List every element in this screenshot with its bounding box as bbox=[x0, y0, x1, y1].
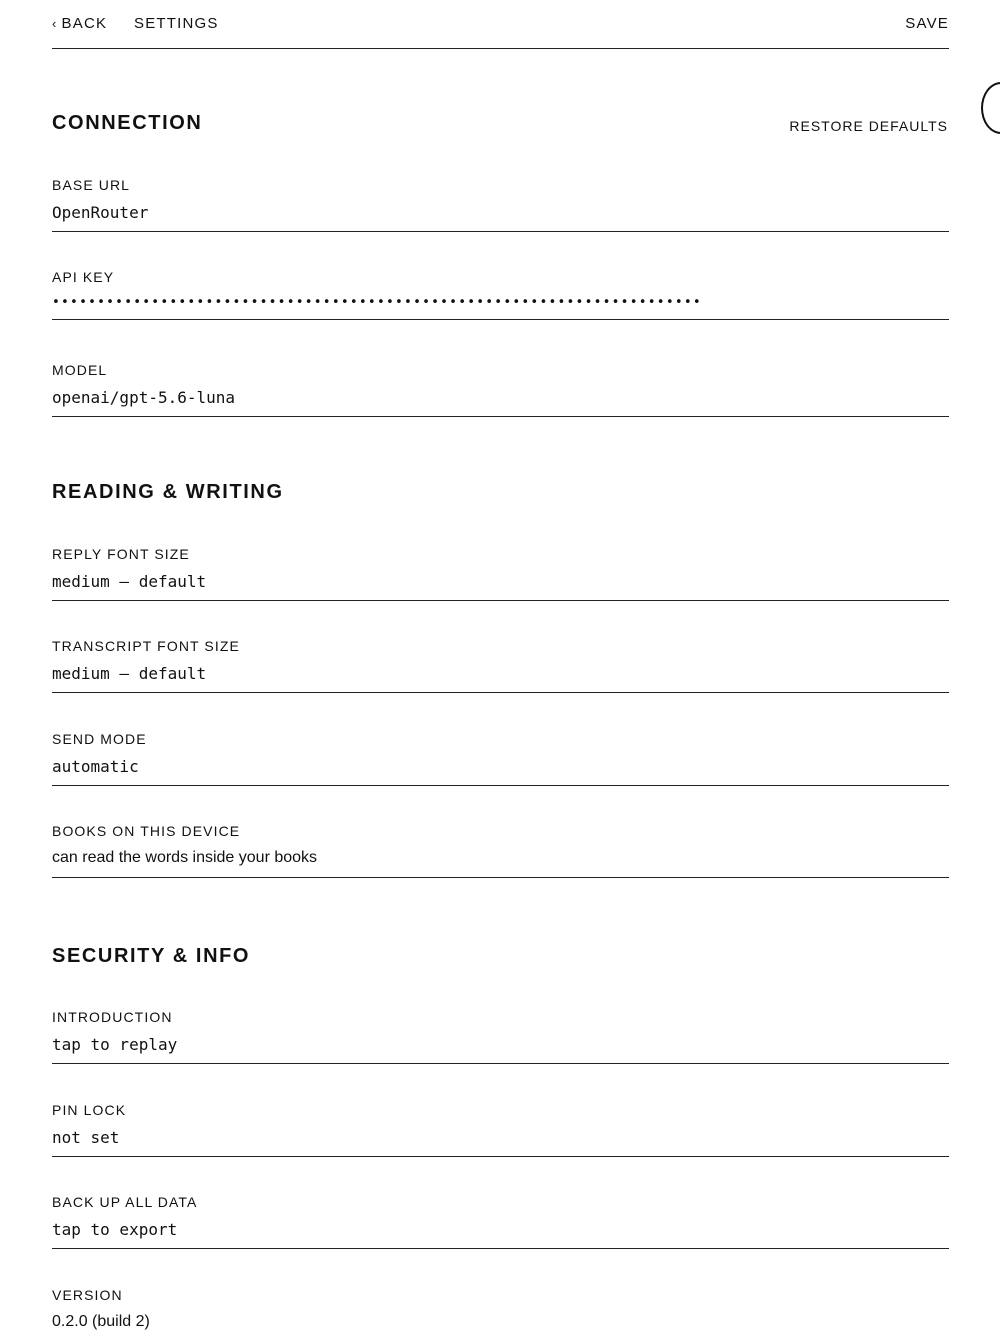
field-label: INTRODUCTION bbox=[52, 1009, 173, 1025]
field-value: tap to export bbox=[52, 1220, 178, 1239]
field-value: medium — default bbox=[52, 572, 207, 591]
introduction-field[interactable] bbox=[52, 1009, 949, 1064]
reply-font-size-field[interactable] bbox=[52, 546, 949, 601]
chevron-left-icon: ‹ bbox=[52, 16, 58, 31]
page-title: SETTINGS bbox=[134, 15, 219, 32]
save-button[interactable]: SAVE bbox=[905, 15, 949, 32]
field-value: medium — default bbox=[52, 664, 207, 683]
field-value: not set bbox=[52, 1128, 120, 1147]
field-value: openai/gpt-5.6-luna bbox=[52, 388, 236, 407]
model-field[interactable] bbox=[52, 362, 949, 417]
backup-data-field[interactable] bbox=[52, 1194, 949, 1249]
field-label: VERSION bbox=[52, 1287, 123, 1303]
partial-circle-icon bbox=[981, 82, 1000, 134]
field-label: REPLY FONT SIZE bbox=[52, 546, 190, 562]
back-label: BACK bbox=[61, 15, 108, 32]
field-label: BASE URL bbox=[52, 177, 131, 193]
field-label: BOOKS ON THIS DEVICE bbox=[52, 823, 241, 839]
restore-defaults-button[interactable]: RESTORE DEFAULTS bbox=[789, 118, 948, 134]
top-bar bbox=[52, 0, 949, 49]
back-button[interactable] bbox=[52, 15, 107, 32]
pin-lock-field[interactable] bbox=[52, 1102, 949, 1157]
field-label: PIN LOCK bbox=[52, 1102, 127, 1118]
field-value: 0.2.0 (build 2) bbox=[52, 1313, 150, 1330]
section-heading-reading-writing: READING & WRITING bbox=[52, 481, 284, 503]
field-value: can read the words inside your books bbox=[52, 849, 318, 866]
field-label: TRANSCRIPT FONT SIZE bbox=[52, 638, 240, 654]
base-url-field[interactable] bbox=[52, 177, 949, 232]
send-mode-field[interactable] bbox=[52, 731, 949, 786]
books-on-device-field[interactable] bbox=[52, 823, 949, 878]
field-label: BACK UP ALL DATA bbox=[52, 1194, 198, 1210]
transcript-font-size-field[interactable] bbox=[52, 638, 949, 693]
field-value: automatic bbox=[52, 757, 139, 776]
section-heading-connection: CONNECTION bbox=[52, 112, 203, 134]
field-label: API KEY bbox=[52, 269, 115, 285]
api-key-field[interactable] bbox=[52, 269, 949, 320]
field-label: SEND MODE bbox=[52, 731, 147, 747]
version-field bbox=[52, 1287, 949, 1340]
field-value: •••••••••••••••••••••••••••••••••••••••••••••••••••••••••••••••••••••••• bbox=[52, 295, 702, 310]
field-value: OpenRouter bbox=[52, 203, 149, 222]
field-label: MODEL bbox=[52, 362, 108, 378]
section-heading-security-info: SECURITY & INFO bbox=[52, 945, 251, 967]
field-value: tap to replay bbox=[52, 1035, 178, 1054]
